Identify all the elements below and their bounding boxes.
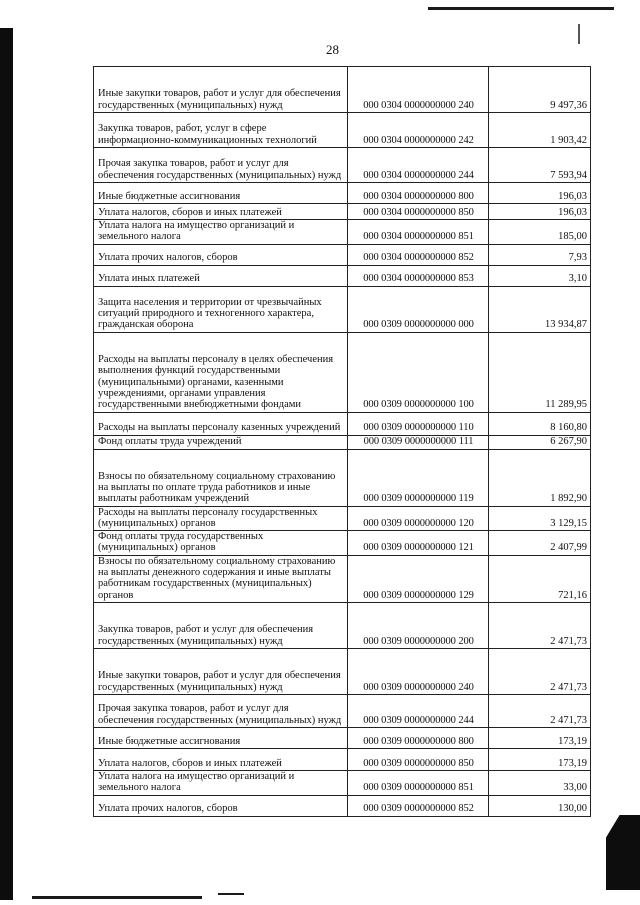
table-row <box>94 648 591 694</box>
scan-mark-bottom <box>218 893 244 895</box>
row-amount: 173,19 <box>489 727 591 748</box>
table-row <box>94 204 591 220</box>
row-amount: 1 892,90 <box>489 449 591 506</box>
table-row <box>94 694 591 727</box>
row-code: 000 0304 0000000000 242 <box>348 113 489 148</box>
budget-table-body <box>94 67 591 817</box>
table-row <box>94 412 591 435</box>
table-row <box>94 770 591 795</box>
row-name: Расходы на выплаты персоналу казенных учреждений <box>94 412 348 435</box>
row-name: Прочая закупка товаров, работ и услуг для обеспечения государственных (муниципальных) нужд <box>94 694 348 727</box>
row-code: 000 0304 0000000000 800 <box>348 183 489 204</box>
row-name: Закупка товаров, работ и услуг для обеспечения государственных (муниципальных) нужд <box>94 602 348 648</box>
table-row <box>94 555 591 602</box>
row-code: 000 0309 0000000000 800 <box>348 727 489 748</box>
row-code: 000 0304 0000000000 851 <box>348 220 489 245</box>
row-name: Уплата налога на имущество организаций и земельного налога <box>94 220 348 245</box>
row-code: 000 0309 0000000000 119 <box>348 449 489 506</box>
row-name: Фонд оплаты труда государственных (муниципальных) органов <box>94 531 348 556</box>
table-row <box>94 748 591 770</box>
table-row <box>94 113 591 148</box>
row-amount: 130,00 <box>489 795 591 816</box>
row-name: Взносы по обязательному социальному страхованию на выплаты денежного содержания и иные выплаты работникам государственных (муниципальных) органов <box>94 555 348 602</box>
table-row <box>94 435 591 449</box>
row-code: 000 0309 0000000000 852 <box>348 795 489 816</box>
row-amount: 3,10 <box>489 265 591 286</box>
table-row <box>94 67 591 113</box>
row-name: Уплата прочих налогов, сборов <box>94 244 348 265</box>
row-name: Иные бюджетные ассигнования <box>94 727 348 748</box>
row-amount: 2 471,73 <box>489 602 591 648</box>
row-name: Уплата налога на имущество организаций и земельного налога <box>94 770 348 795</box>
table-row <box>94 220 591 245</box>
row-name: Прочая закупка товаров, работ и услуг для обеспечения государственных (муниципальных) нужд <box>94 148 348 183</box>
row-amount: 3 129,15 <box>489 506 591 531</box>
row-code: 000 0309 0000000000 110 <box>348 412 489 435</box>
row-name: Взносы по обязательному социальному страхованию на выплаты по оплате труда работников и иные выплаты работникам учреждений <box>94 449 348 506</box>
table-row <box>94 449 591 506</box>
row-amount: 9 497,36 <box>489 67 591 113</box>
row-code: 000 0309 0000000000 200 <box>348 602 489 648</box>
table-row <box>94 244 591 265</box>
row-amount: 11 289,95 <box>489 332 591 412</box>
table-row <box>94 531 591 556</box>
row-amount: 185,00 <box>489 220 591 245</box>
row-name: Расходы на выплаты персоналу в целях обеспечения выполнения функций государственными (муниципальными) органами, казенными учреждениями, органами управления государственными внебюджетными фондами <box>94 332 348 412</box>
row-name: Уплата иных платежей <box>94 265 348 286</box>
table-row <box>94 727 591 748</box>
row-amount: 1 903,42 <box>489 113 591 148</box>
row-amount: 2 471,73 <box>489 694 591 727</box>
row-name: Иные закупки товаров, работ и услуг для обеспечения государственных (муниципальных) нужд <box>94 648 348 694</box>
scan-edge-top <box>428 7 614 10</box>
row-name: Уплата налогов, сборов и иных платежей <box>94 748 348 770</box>
row-amount: 6 267,90 <box>489 435 591 449</box>
row-code: 000 0309 0000000000 850 <box>348 748 489 770</box>
row-code: 000 0309 0000000000 244 <box>348 694 489 727</box>
scan-edge-left <box>0 28 13 900</box>
row-name: Уплата налогов, сборов и иных платежей <box>94 204 348 220</box>
table-row <box>94 795 591 816</box>
row-code: 000 0304 0000000000 852 <box>348 244 489 265</box>
row-name: Фонд оплаты труда учреждений <box>94 435 348 449</box>
page-number: 28 <box>326 42 339 57</box>
table-row <box>94 148 591 183</box>
row-amount: 196,03 <box>489 204 591 220</box>
table-row <box>94 265 591 286</box>
row-name: Иные закупки товаров, работ и услуг для обеспечения государственных (муниципальных) нужд <box>94 67 348 113</box>
row-name: Расходы на выплаты персоналу государственных (муниципальных) органов <box>94 506 348 531</box>
row-amount: 196,03 <box>489 183 591 204</box>
row-code: 000 0309 0000000000 129 <box>348 555 489 602</box>
row-amount: 8 160,80 <box>489 412 591 435</box>
row-amount: 721,16 <box>489 555 591 602</box>
scan-edge-bottom <box>32 896 202 899</box>
row-amount: 33,00 <box>489 770 591 795</box>
row-amount: 2 471,73 <box>489 648 591 694</box>
scan-mark-top-right <box>578 24 580 44</box>
row-code: 000 0304 0000000000 240 <box>348 67 489 113</box>
table-row <box>94 286 591 332</box>
table-row <box>94 183 591 204</box>
row-code: 000 0309 0000000000 240 <box>348 648 489 694</box>
row-name: Иные бюджетные ассигнования <box>94 183 348 204</box>
table-row <box>94 506 591 531</box>
row-code: 000 0309 0000000000 121 <box>348 531 489 556</box>
row-code: 000 0309 0000000000 851 <box>348 770 489 795</box>
row-amount: 7 593,94 <box>489 148 591 183</box>
table-row <box>94 602 591 648</box>
row-amount: 7,93 <box>489 244 591 265</box>
row-name: Уплата прочих налогов, сборов <box>94 795 348 816</box>
row-code: 000 0309 0000000000 000 <box>348 286 489 332</box>
row-amount: 173,19 <box>489 748 591 770</box>
row-name: Защита населения и территории от чрезвычайных ситуаций природного и техногенного характера, гражданская оборона <box>94 286 348 332</box>
budget-table <box>93 66 591 817</box>
row-code: 000 0309 0000000000 111 <box>348 435 489 449</box>
row-code: 000 0309 0000000000 120 <box>348 506 489 531</box>
row-code: 000 0304 0000000000 850 <box>348 204 489 220</box>
row-code: 000 0304 0000000000 853 <box>348 265 489 286</box>
row-code: 000 0304 0000000000 244 <box>348 148 489 183</box>
row-code: 000 0309 0000000000 100 <box>348 332 489 412</box>
row-amount: 13 934,87 <box>489 286 591 332</box>
table-row <box>94 332 591 412</box>
scan-mark-bottom-right <box>606 815 640 890</box>
row-amount: 2 407,99 <box>489 531 591 556</box>
row-name: Закупка товаров, работ, услуг в сфере информационно-коммуникационных технологий <box>94 113 348 148</box>
